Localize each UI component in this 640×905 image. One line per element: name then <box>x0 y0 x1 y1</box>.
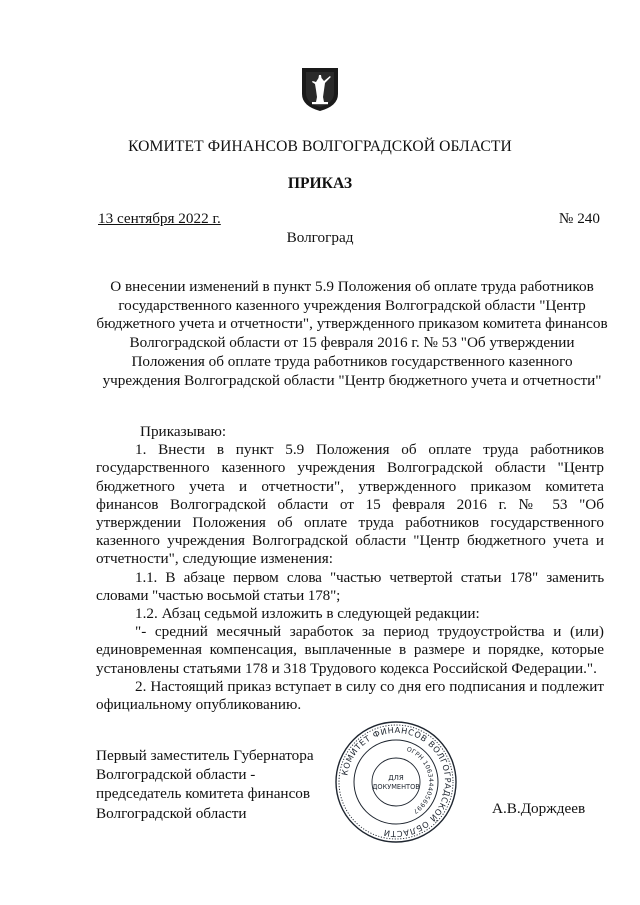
signer-line-3: председатель комитета финансов <box>96 785 311 803</box>
svg-text:КОМИТЕТ ФИНАНСОВ ВОЛГОГРАДСКОЙ: КОМИТЕТ ФИНАНСОВ ВОЛГОГРАДСКОЙ ОБЛАСТИ <box>339 724 454 840</box>
volgograd-emblem-icon <box>300 66 340 112</box>
body-paragraph-1-2-text: "- средний месячный заработок за период трудоустройства и (или) единовременная компенсация, выплаченные в размере и порядке, которые установлены статьями 178 и 318 Трудового кодекса Российской Федерации.". <box>96 623 604 677</box>
order-city: Волгоград <box>286 229 354 246</box>
signatory-name: А.В.Дорждеев <box>492 800 586 817</box>
order-date: 13 сентября 2022 г. <box>98 210 221 227</box>
body-intro: Приказываю: <box>140 423 227 440</box>
signer-line-1: Первый заместитель Губернатора <box>96 747 314 764</box>
signer-position <box>96 746 314 823</box>
svg-text:ДОКУМЕНТОВ: ДОКУМЕНТОВ <box>372 783 420 791</box>
order-subject: О внесении изменений в пункт 5.9 Положения об оплате труда работников государственного казенного учреждения Волгоградской области "Центр бюджетного учета и отчетности", утвержденного приказом комитета финансов Волгоградской области от 15 февраля 2016 г. № 53 "Об утверждении Положения об оплате труда работников государственного казенного учреждения Волгоградской области "Центр бюджетного учета и отчетности" <box>96 278 608 389</box>
order-number: № 240 <box>558 210 600 227</box>
signer-line-4: Волгоградской области <box>96 804 247 822</box>
round-seal-icon <box>333 718 459 846</box>
svg-text:ДЛЯ: ДЛЯ <box>388 774 404 782</box>
signer-line-2: Волгоградской области - <box>96 766 256 784</box>
body-paragraph-1-1: 1.1. В абзаце первом слова "частью четвертой статьи 178" заменить словами "частью восьмой статьи 178"; <box>96 568 604 604</box>
order-title: ПРИКАЗ <box>287 175 353 192</box>
committee-name: КОМИТЕТ ФИНАНСОВ ВОЛГОГРАДСКОЙ ОБЛАСТИ <box>128 138 512 155</box>
order-body <box>96 423 604 714</box>
body-paragraph-1-2: 1.2. Абзац седьмой изложить в следующей редакции: <box>135 605 480 623</box>
body-paragraph-1: 1. Внести в пункт 5.9 Положения об оплате труда работников государственного казенного учреждения Волгоградской области "Центр бюджетного учета и отчетности", утвержденного приказом комитета финансов Волгоградской области от 15 февраля 2016 г. № 53 "Об утверждении Положения об оплате труда работников государственного казенного учреждения Волгоградской области "Центр бюджетного учета и отчетности", следующие изменения: <box>96 441 604 568</box>
svg-text:ОГРН 1063444056997: ОГРН 1063444056997 <box>405 745 435 815</box>
body-paragraph-2: 2. Настоящий приказ вступает в силу со дня его подписания и подлежит официальному опубликованию. <box>96 677 604 714</box>
